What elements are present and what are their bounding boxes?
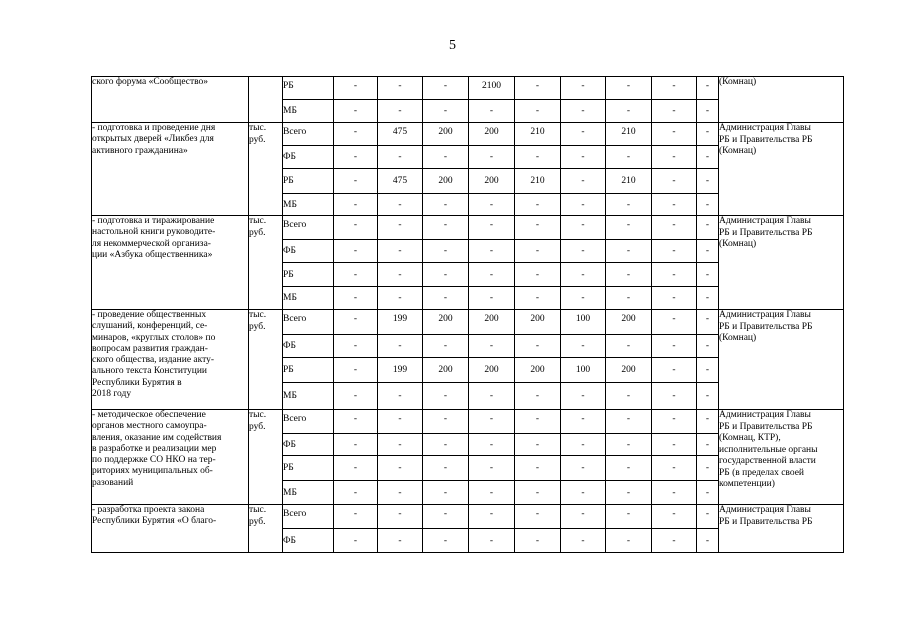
budget-table (91, 76, 844, 553)
value-cell: - (697, 216, 719, 240)
value-cell: - (697, 263, 719, 287)
value-cell: - (606, 505, 652, 529)
value-cell: - (469, 240, 515, 263)
value-cell: - (469, 505, 515, 529)
funding-source: Всего (283, 310, 334, 335)
value-cell: - (378, 100, 423, 123)
executor-line: Администрация Главы (719, 216, 811, 226)
value-cell: - (561, 383, 606, 410)
value-cell: - (606, 481, 652, 505)
value-cell: - (334, 310, 378, 335)
value-cell: - (561, 194, 606, 216)
funding-source: РБ (283, 263, 334, 287)
value-cell: - (652, 100, 697, 123)
description-line: Республики Бурятия «О благо- (92, 516, 217, 527)
value-cell: 199 (378, 310, 423, 335)
value-cell: - (652, 410, 697, 434)
value-cell: - (697, 146, 719, 169)
value-cell: - (469, 434, 515, 456)
value-cell: - (652, 310, 697, 335)
description-line: - подготовка и тиражирование (92, 216, 215, 226)
funding-source: Всего (283, 410, 334, 434)
value-cell: - (652, 287, 697, 310)
value-cell: - (469, 100, 515, 123)
value-cell: - (697, 123, 719, 146)
funding-source: ФБ (283, 335, 334, 358)
unit-cell (249, 310, 283, 410)
value-cell: - (423, 194, 469, 216)
value-cell: - (469, 529, 515, 553)
value-cell: 100 (561, 310, 606, 335)
value-cell: - (334, 434, 378, 456)
value-cell: - (378, 216, 423, 240)
value-cell: - (423, 287, 469, 310)
value-cell: - (652, 194, 697, 216)
executor-line: РБ (в пределах своей (719, 467, 804, 478)
description-line: вления, оказание им содействия (92, 432, 222, 443)
value-cell: - (561, 287, 606, 310)
executor-line: РБ и Правительства РБ (719, 421, 813, 432)
value-cell: - (469, 263, 515, 287)
value-cell: - (334, 100, 378, 123)
funding-source: МБ (283, 100, 334, 123)
funding-source: Всего (283, 505, 334, 529)
value-cell: - (606, 263, 652, 287)
value-cell: - (652, 529, 697, 553)
value-cell: - (606, 383, 652, 410)
value-cell: - (652, 77, 697, 100)
executor-line: компетенции) (719, 479, 775, 489)
value-cell: - (378, 481, 423, 505)
value-cell: - (515, 77, 561, 100)
description-line: - методическое обеспечение (92, 410, 206, 420)
description-line: в разработке и реализации мер (92, 443, 217, 454)
value-cell: - (652, 358, 697, 383)
value-cell: - (515, 146, 561, 169)
description-line: - проведение общественных (92, 310, 207, 320)
executor-line: Администрация Главы (719, 505, 811, 515)
description-line: открытых дверей «Ликбез для (92, 134, 214, 145)
responsible-executor (719, 216, 844, 310)
value-cell: 200 (423, 169, 469, 194)
value-cell: - (697, 335, 719, 358)
value-cell: - (423, 410, 469, 434)
executor-line: РБ и Правительства РБ (719, 321, 813, 332)
description-line: органов местного самоупра- (92, 421, 207, 432)
value-cell: - (515, 481, 561, 505)
value-cell: - (697, 529, 719, 553)
description-line: 2018 году (92, 389, 132, 400)
value-cell: - (606, 410, 652, 434)
executor-line: государственной власти (719, 456, 816, 466)
value-cell: - (652, 383, 697, 410)
table-row (92, 505, 844, 529)
executor-line: (Комнац) (719, 146, 757, 156)
responsible-executor (719, 310, 844, 410)
description-line: минаров, «круглых столов» по (92, 332, 216, 343)
value-cell: 200 (515, 310, 561, 335)
unit-line: тыс. (249, 505, 267, 515)
value-cell: - (652, 146, 697, 169)
funding-source: Всего (283, 216, 334, 240)
value-cell: 475 (378, 123, 423, 146)
value-cell: - (697, 169, 719, 194)
value-cell: 2100 (469, 77, 515, 100)
description-line: слушаний, конференций, се- (92, 321, 208, 332)
value-cell: - (334, 410, 378, 434)
value-cell: - (423, 505, 469, 529)
funding-source: ФБ (283, 240, 334, 263)
value-cell: - (606, 529, 652, 553)
description-line: ля некоммерческой организа- (92, 238, 211, 249)
value-cell: 200 (469, 169, 515, 194)
responsible-executor (719, 505, 844, 553)
value-cell: - (469, 383, 515, 410)
value-cell: - (469, 146, 515, 169)
unit-line: тыс. (249, 310, 267, 320)
value-cell: - (606, 146, 652, 169)
value-cell: - (697, 410, 719, 434)
value-cell: - (378, 529, 423, 553)
value-cell: - (697, 194, 719, 216)
value-cell: - (515, 505, 561, 529)
unit-line: руб. (249, 516, 266, 527)
value-cell: - (378, 287, 423, 310)
value-cell: - (423, 216, 469, 240)
funding-source: ФБ (283, 529, 334, 553)
value-cell: - (378, 456, 423, 481)
value-cell: - (423, 383, 469, 410)
description-line: ального текста Конституции (92, 366, 207, 377)
value-cell: - (561, 335, 606, 358)
value-cell: - (561, 263, 606, 287)
value-cell: - (334, 240, 378, 263)
table-row (92, 123, 844, 146)
description-line: - разработка проекта закона (92, 505, 205, 515)
value-cell: - (515, 383, 561, 410)
value-cell: - (697, 240, 719, 263)
value-cell: - (561, 434, 606, 456)
activity-description (92, 310, 249, 410)
value-cell: - (334, 216, 378, 240)
value-cell: - (606, 100, 652, 123)
value-cell: 210 (606, 123, 652, 146)
value-cell: - (697, 481, 719, 505)
description-line: настольной книги руководите- (92, 227, 216, 238)
value-cell: - (606, 216, 652, 240)
executor-line: РБ и Правительства РБ (719, 134, 813, 145)
description-line: ского общества, издание акту- (92, 355, 215, 366)
unit-line: руб. (249, 227, 266, 238)
unit-cell (249, 216, 283, 310)
value-cell: - (469, 287, 515, 310)
value-cell: - (423, 77, 469, 100)
value-cell: - (334, 77, 378, 100)
value-cell: - (334, 335, 378, 358)
value-cell: - (515, 263, 561, 287)
description-line: риториях муниципальных об- (92, 466, 213, 477)
description-line: вопросам развития граждан- (92, 343, 208, 354)
value-cell: - (469, 335, 515, 358)
value-cell: - (561, 505, 606, 529)
value-cell: - (378, 434, 423, 456)
value-cell: 200 (606, 310, 652, 335)
value-cell: - (469, 456, 515, 481)
executor-line: исполнительные органы (719, 444, 818, 455)
value-cell: - (423, 529, 469, 553)
executor-line: Администрация Главы (719, 410, 811, 420)
value-cell: - (423, 335, 469, 358)
value-cell: - (423, 481, 469, 505)
value-cell: - (469, 194, 515, 216)
unit-line: тыс. (249, 410, 267, 420)
description-line: ского форума «Сообщество» (92, 77, 209, 87)
value-cell: - (652, 505, 697, 529)
value-cell: - (697, 287, 719, 310)
value-cell: - (334, 146, 378, 169)
value-cell: - (515, 434, 561, 456)
unit-cell (249, 505, 283, 553)
value-cell: - (652, 456, 697, 481)
value-cell: - (515, 216, 561, 240)
funding-source: РБ (283, 169, 334, 194)
executor-line: Администрация Главы (719, 123, 811, 133)
value-cell: - (334, 383, 378, 410)
executor-line: (Комнац) (719, 77, 757, 87)
executor-line: (Комнац) (719, 239, 757, 249)
unit-line: руб. (249, 421, 266, 432)
executor-line: Администрация Главы (719, 310, 811, 320)
value-cell: - (652, 240, 697, 263)
description-line: активного гражданина» (92, 145, 188, 156)
value-cell: - (378, 263, 423, 287)
value-cell: - (652, 216, 697, 240)
funding-source: МБ (283, 287, 334, 310)
value-cell: 210 (606, 169, 652, 194)
value-cell: 100 (561, 358, 606, 383)
executor-line: РБ и Правительства РБ (719, 516, 813, 527)
value-cell: - (378, 240, 423, 263)
value-cell: - (561, 410, 606, 434)
value-cell: - (469, 216, 515, 240)
value-cell: - (561, 456, 606, 481)
value-cell: - (423, 100, 469, 123)
value-cell: - (652, 481, 697, 505)
activity-description (92, 505, 249, 553)
value-cell: - (606, 287, 652, 310)
value-cell: - (515, 100, 561, 123)
value-cell: 200 (469, 310, 515, 335)
value-cell: - (652, 434, 697, 456)
value-cell: 200 (606, 358, 652, 383)
responsible-executor (719, 77, 844, 123)
description-line: Республики Бурятия в (92, 377, 182, 388)
value-cell: - (378, 335, 423, 358)
value-cell: - (561, 123, 606, 146)
value-cell: - (561, 529, 606, 553)
funding-source: МБ (283, 481, 334, 505)
value-cell: - (606, 434, 652, 456)
value-cell: - (515, 410, 561, 434)
value-cell: - (652, 335, 697, 358)
value-cell: - (423, 240, 469, 263)
value-cell: - (606, 240, 652, 263)
value-cell: 200 (469, 123, 515, 146)
value-cell: - (561, 77, 606, 100)
value-cell: - (423, 456, 469, 481)
value-cell: - (652, 169, 697, 194)
value-cell: - (561, 216, 606, 240)
value-cell: - (334, 123, 378, 146)
value-cell: - (561, 481, 606, 505)
unit-line: тыс. (249, 216, 267, 226)
value-cell: - (697, 100, 719, 123)
value-cell: - (469, 410, 515, 434)
value-cell: - (334, 194, 378, 216)
executor-line: (Комнац, КТР), (719, 433, 781, 443)
value-cell: - (423, 434, 469, 456)
value-cell: - (697, 456, 719, 481)
value-cell: - (334, 263, 378, 287)
description-line: по поддержке СО НКО на тер- (92, 455, 216, 466)
funding-source: РБ (283, 456, 334, 481)
funding-source: РБ (283, 358, 334, 383)
activity-description (92, 123, 249, 216)
value-cell: 200 (469, 358, 515, 383)
value-cell: - (561, 169, 606, 194)
value-cell: - (334, 456, 378, 481)
value-cell: - (334, 358, 378, 383)
funding-source: МБ (283, 194, 334, 216)
funding-source: ФБ (283, 434, 334, 456)
value-cell: - (697, 358, 719, 383)
unit-line: тыс. (249, 123, 267, 133)
description-line: - подготовка и проведение дня (92, 123, 216, 133)
activity-description (92, 410, 249, 505)
value-cell: - (378, 383, 423, 410)
unit-cell (249, 123, 283, 216)
unit-line: руб. (249, 134, 266, 145)
value-cell: 200 (423, 358, 469, 383)
executor-line: РБ и Правительства РБ (719, 227, 813, 238)
description-line: ции «Азбука общественника» (92, 249, 213, 260)
value-cell: - (515, 335, 561, 358)
value-cell: 475 (378, 169, 423, 194)
executor-line: (Комнац) (719, 333, 757, 343)
value-cell: - (423, 263, 469, 287)
funding-source: ФБ (283, 146, 334, 169)
value-cell: - (515, 240, 561, 263)
value-cell: - (606, 335, 652, 358)
value-cell: - (652, 263, 697, 287)
value-cell: - (561, 146, 606, 169)
value-cell: 200 (423, 310, 469, 335)
value-cell: - (515, 456, 561, 481)
value-cell: - (334, 505, 378, 529)
value-cell: - (652, 123, 697, 146)
value-cell: 210 (515, 123, 561, 146)
value-cell: 199 (378, 358, 423, 383)
value-cell: - (515, 529, 561, 553)
unit-cell (249, 410, 283, 505)
value-cell: - (334, 169, 378, 194)
value-cell: - (378, 146, 423, 169)
value-cell: - (378, 505, 423, 529)
value-cell: 200 (423, 123, 469, 146)
value-cell: - (606, 194, 652, 216)
value-cell: - (561, 100, 606, 123)
unit-line: руб. (249, 321, 266, 332)
description-line: разований (92, 477, 134, 488)
value-cell: - (697, 434, 719, 456)
responsible-executor (719, 410, 844, 505)
value-cell: - (469, 481, 515, 505)
value-cell: - (697, 505, 719, 529)
value-cell: - (561, 240, 606, 263)
value-cell: - (697, 383, 719, 410)
table-row (92, 310, 844, 335)
responsible-executor (719, 123, 844, 216)
value-cell: - (334, 287, 378, 310)
value-cell: - (334, 481, 378, 505)
funding-source: МБ (283, 383, 334, 410)
table-row (92, 77, 844, 100)
value-cell: - (423, 146, 469, 169)
value-cell: - (515, 287, 561, 310)
value-cell: - (606, 77, 652, 100)
value-cell: - (378, 410, 423, 434)
value-cell: 200 (515, 358, 561, 383)
table-row (92, 216, 844, 240)
activity-description (92, 77, 249, 123)
table-row (92, 410, 844, 434)
page-number: 5 (449, 38, 456, 53)
value-cell: - (334, 529, 378, 553)
funding-source: Всего (283, 123, 334, 146)
value-cell: - (606, 456, 652, 481)
value-cell: - (515, 194, 561, 216)
funding-source: РБ (283, 77, 334, 100)
activity-description (92, 216, 249, 310)
value-cell: - (378, 194, 423, 216)
value-cell: - (378, 77, 423, 100)
value-cell: 210 (515, 169, 561, 194)
value-cell: - (697, 77, 719, 100)
value-cell: - (697, 310, 719, 335)
unit-cell (249, 77, 283, 123)
